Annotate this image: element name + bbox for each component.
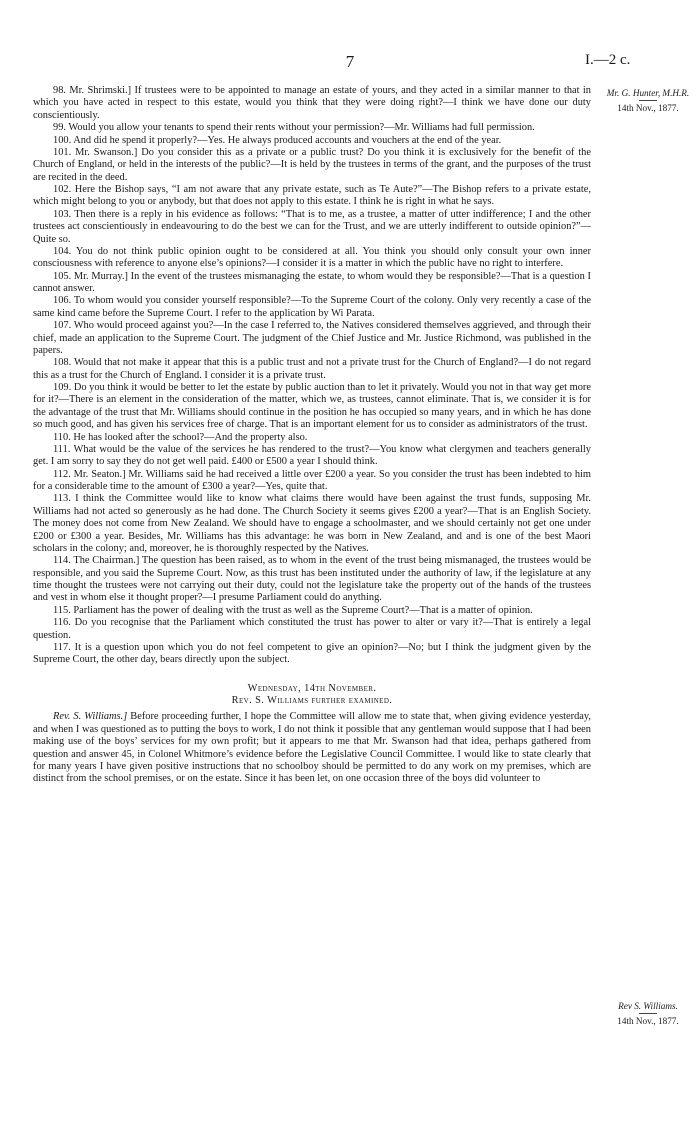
- paragraph: 99. Would you allow your tenants to spend their rents without your permission?—Mr. Williams had full permission.: [53, 122, 535, 134]
- page-number: 7: [345, 52, 355, 71]
- margin-note-rule: [639, 100, 657, 101]
- paragraph: 105. Mr. Murray.] In the event of the trustees mismanaging the estate, to whom would they be responsible?—That is a question I cannot answer.: [33, 270, 591, 294]
- paragraph: 102. Here the Bishop says, “I am not aware that any private estate, such as Te Aute?”—The Bishop refers to a private estate, which might belong to you or anybody, but that does not apply to this estate. I think he is right in what he says.: [33, 184, 591, 208]
- margin-note-date: 14th Nov., 1877.: [617, 1016, 679, 1026]
- margin-note-williams: [602, 1001, 694, 1027]
- body-text: [33, 85, 591, 786]
- paragraph: 98. Mr. Shrimski.] If trustees were to be appointed to manage an estate of yours, and they acted in a similar manner to that in which you have acted in respect to this estate, would you think that they were doing right?—I think we have done our duty conscientiously.: [33, 85, 591, 121]
- paragraph: 104. You do not think public opinion ought to be considered at all. You think you should only consult your own inner consciousness with reference to anyone else’s opinions?—I consider it is a matter in which the public have no right to interfere.: [33, 245, 591, 270]
- paragraph: 109. Do you think it would be better to let the estate by public auction than to let it privately. Would you not in that way get more for it?—There is an element in the consideration of the matter, which we, as trustees, cannot eliminate. That is, we consider it is for the advantage of the trust that Mr. Williams should continue in the position he has occupied so many years, and in which he has done so much good, and has given his services free of charge. That is an important element for us to consider as administrators of the trust.: [33, 382, 591, 431]
- paragraph: 103. Then there is a reply in his evidence as follows: “That is to me, as a trustee, a matter of utter indifference; I and the other trustees act conscientiously in endeavouring to do the best we can for the Trust, and we are utterly indifferent to outside opinion?”—Quite so.: [33, 208, 591, 245]
- margin-note-rule: [639, 1013, 657, 1014]
- margin-note-date: 14th Nov., 1877.: [617, 103, 679, 113]
- margin-note-name: Mr. G. Hunter, M.H.R.: [606, 88, 690, 98]
- paragraph: 110. He has looked after the school?—And the property also.: [53, 431, 308, 443]
- paragraph: 114. The Chairman.] The question has been raised, as to whom in the event of the trust being mismanaged, the trustees would be responsible, and you said the Supreme Court. Now, as this trust has been instituted under the authority of law, if the legislature at any time thought the trustees were not carrying out their duty, could not the legislature take the property out of the hands of the trustees and vest in whom else it thought proper?—I presume Parliament could do anything.: [33, 555, 591, 604]
- section-subheading: Rev. S. Williams further examined.: [231, 695, 393, 706]
- paragraph: 116. Do you recognise that the Parliament which constituted the trust has power to alter or vary it?—That is entirely a legal question.: [33, 617, 591, 641]
- paragraph: 113. I think the Committee would like to know what claims there would have been against the trust funds, supposing Mr. Williams had not acted so generously as he had done. The Church Society it seems gives £200 a year?—That is an English Society. The money does not come from New Zealand. We should have to engage a schoolmaster, and we should certainly not get one under £200 or £300 a year. Besides, Mr. Williams has this advantage: he was born in New Zealand, and and is one of the best Maori scholars in the colony; and, moreover, he is thoroughly respected by the Natives.: [33, 493, 591, 554]
- paragraph: 111. What would be the value of the services he has rendered to the trust?—You know what clergymen and teachers generally get. I am sorry to say they do not get well paid. £400 or £500 a year I should think.: [33, 443, 591, 468]
- page-code: I.—2 c.: [585, 52, 631, 68]
- paragraph: 117. It is a question upon which you do not feel competent to give an opinion?—No; but I think the judgment given by the Supreme Court, the other day, bears directly upon the subject.: [33, 641, 591, 666]
- paragraph: 100. And did he spend it properly?—Yes. He always produced accounts and vouchers at the end of the year.: [53, 134, 502, 146]
- paragraph: 101. Mr. Swanson.] Do you consider this as a private or a public trust? Do you think it is exclusively for the benefit of the Church of England, or held in the interests of the public?—It is held by the trustees in terms of the grant, and the purposes of the trust are recited in the deed.: [33, 146, 591, 183]
- margin-note-name: Rev S. Williams.: [618, 1001, 678, 1011]
- closing-paragraph: [33, 711, 591, 785]
- paragraph: 107. Who would proceed against you?—In the case I referred to, the Natives considered themselves aggrieved, and through their chief, made an application to the Supreme Court. The judgment of the Chief Justice and Mr. Justice Richmond, was published in the papers.: [33, 320, 591, 356]
- paragraph: 112. Mr. Seaton.] Mr. Williams said he had received a little over £200 a year. So you consider the trust has been indebted to him for a considerable time to the amount of £300 a year?—Yes, quite that.: [33, 468, 591, 492]
- paragraph: 106. To whom would you consider yourself responsible?—To the Supreme Court of the colony. Only very recently a case of the same kind came before the Supreme Court. I refer to the application by Wi Parata.: [33, 295, 591, 319]
- section-date-heading: Wednesday, 14th November.: [247, 682, 377, 694]
- paragraph-text: Before proceeding further, I hope the Committee will allow me to state that, when giving evidence yesterday, and when I was questioned as to putting the boys to work, I do not think it possible that any gentleman would suppose that I had been making use of the boys’ services for my own profit; but it appears to me that Mr. Swanson had that idea, perhaps gathered from question and answer 45, in Colonel Whitmore’s evidence before the Legislative Council Committee. I would like to state clearly that for many years I have given positive instructions that no schoolboy should be permitted to do any work on my premises, which are distinct from the school premises, or on the estate. Since it has been let, on one occasion three of the boys did volunteer to: [33, 711, 591, 785]
- paragraph: 115. Parliament has the power of dealing with the trust as well as the Supreme Court?—That is a matter of opinion.: [53, 604, 533, 616]
- margin-note-hunter: [602, 88, 694, 114]
- speaker-name: Rev. S. Williams.]: [53, 711, 128, 723]
- paragraph: 108. Would that not make it appear that this is a public trust and not a private trust for the Church of England?—I do not regard this as a trust for the Church of England. I consider it is a private trust.: [33, 357, 591, 381]
